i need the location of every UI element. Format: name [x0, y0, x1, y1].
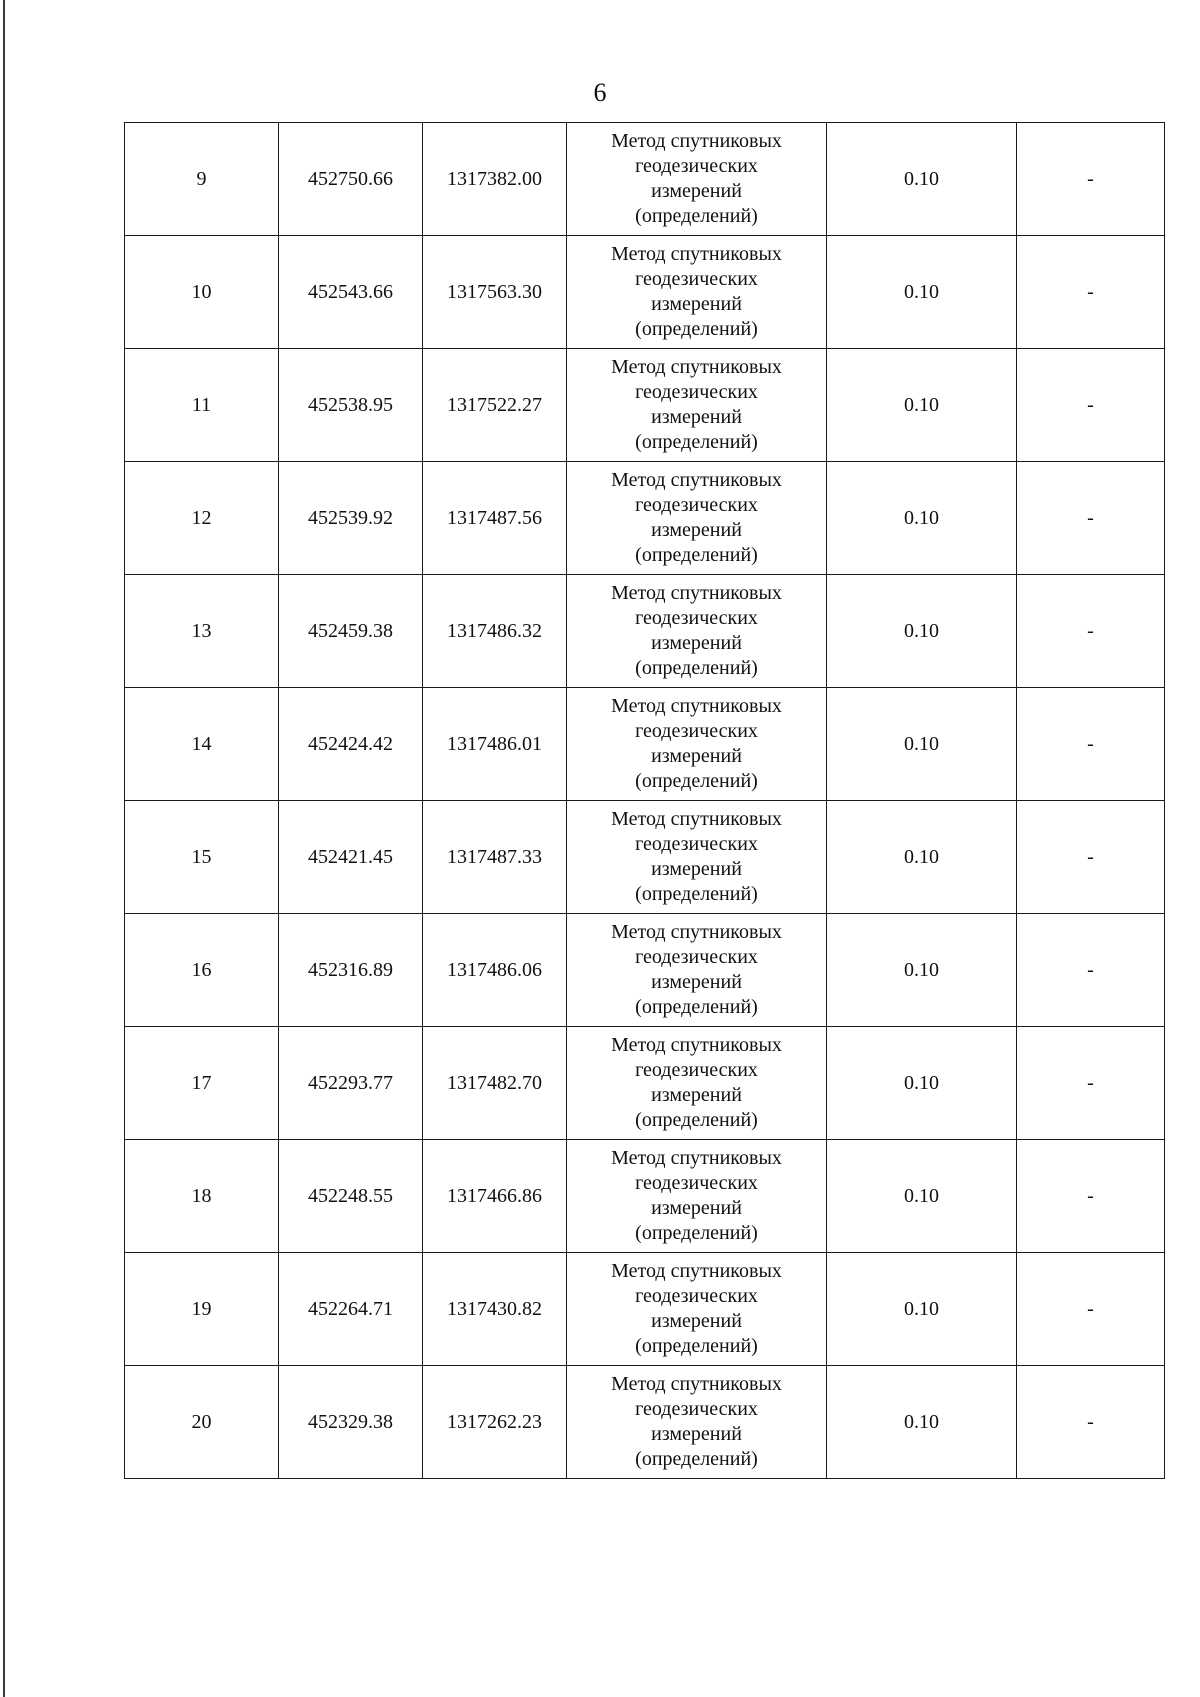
accuracy-cell: 0.10: [827, 462, 1017, 575]
method-text-line: измерений: [651, 406, 742, 428]
x-coordinate-cell: 452424.42: [279, 688, 423, 801]
x-coordinate-cell: 452316.89: [279, 914, 423, 1027]
table-row: [125, 462, 1165, 575]
method-text-line: Метод спутниковых: [611, 469, 782, 491]
y-coordinate-cell: 1317487.56: [423, 462, 567, 575]
page-edge-line: [3, 0, 5, 1697]
method-text-line: Метод спутниковых: [611, 1373, 782, 1395]
method-cell: [567, 801, 827, 914]
y-coordinate-cell: 1317486.06: [423, 914, 567, 1027]
note-cell: -: [1017, 1140, 1165, 1253]
method-text-line: измерений: [651, 1310, 742, 1332]
method-text-line: (определений): [635, 544, 758, 566]
method-text-line: (определений): [635, 205, 758, 227]
accuracy-cell: 0.10: [827, 236, 1017, 349]
note-cell: -: [1017, 575, 1165, 688]
y-coordinate-cell: 1317382.00: [423, 123, 567, 236]
y-coordinate-cell: 1317486.32: [423, 575, 567, 688]
point-number-cell: 20: [125, 1366, 279, 1479]
accuracy-cell: 0.10: [827, 914, 1017, 1027]
x-coordinate-cell: 452329.38: [279, 1366, 423, 1479]
table-row: [125, 1027, 1165, 1140]
method-text-line: измерений: [651, 632, 742, 654]
method-cell: [567, 688, 827, 801]
table-row: [125, 1140, 1165, 1253]
note-cell: -: [1017, 462, 1165, 575]
accuracy-cell: 0.10: [827, 1140, 1017, 1253]
accuracy-cell: 0.10: [827, 1366, 1017, 1479]
x-coordinate-cell: 452538.95: [279, 349, 423, 462]
method-text-line: измерений: [651, 293, 742, 315]
method-cell: [567, 1027, 827, 1140]
method-text-line: геодезических: [635, 1285, 758, 1307]
method-text-line: геодезических: [635, 607, 758, 629]
note-cell: -: [1017, 1253, 1165, 1366]
method-text-line: (определений): [635, 770, 758, 792]
note-cell: -: [1017, 914, 1165, 1027]
note-cell: -: [1017, 236, 1165, 349]
table-row: [125, 575, 1165, 688]
x-coordinate-cell: 452750.66: [279, 123, 423, 236]
accuracy-cell: 0.10: [827, 1027, 1017, 1140]
note-cell: -: [1017, 1366, 1165, 1479]
x-coordinate-cell: 452421.45: [279, 801, 423, 914]
method-text-line: (определений): [635, 883, 758, 905]
y-coordinate-cell: 1317486.01: [423, 688, 567, 801]
x-coordinate-cell: 452543.66: [279, 236, 423, 349]
note-cell: -: [1017, 123, 1165, 236]
method-text-line: (определений): [635, 431, 758, 453]
table-row: [125, 801, 1165, 914]
method-cell: [567, 1253, 827, 1366]
method-text-line: (определений): [635, 1448, 758, 1470]
page-number: 6: [593, 78, 607, 107]
note-cell: -: [1017, 688, 1165, 801]
method-text-line: Метод спутниковых: [611, 582, 782, 604]
method-text-line: Метод спутниковых: [611, 1260, 782, 1282]
note-cell: -: [1017, 1027, 1165, 1140]
method-text-line: измерений: [651, 180, 742, 202]
y-coordinate-cell: 1317563.30: [423, 236, 567, 349]
table-row: [125, 1366, 1165, 1479]
method-text-line: (определений): [635, 1335, 758, 1357]
method-text-line: геодезических: [635, 494, 758, 516]
accuracy-cell: 0.10: [827, 688, 1017, 801]
method-text-line: геодезических: [635, 720, 758, 742]
method-text-line: измерений: [651, 1084, 742, 1106]
note-cell: -: [1017, 801, 1165, 914]
accuracy-cell: 0.10: [827, 801, 1017, 914]
point-number-cell: 17: [125, 1027, 279, 1140]
accuracy-cell: 0.10: [827, 123, 1017, 236]
point-number-cell: 15: [125, 801, 279, 914]
point-number-cell: 13: [125, 575, 279, 688]
point-number-cell: 18: [125, 1140, 279, 1253]
point-number-cell: 9: [125, 123, 279, 236]
method-cell: [567, 462, 827, 575]
method-text-line: измерений: [651, 519, 742, 541]
point-number-cell: 16: [125, 914, 279, 1027]
method-text-line: Метод спутниковых: [611, 695, 782, 717]
point-number-cell: 10: [125, 236, 279, 349]
method-cell: [567, 236, 827, 349]
y-coordinate-cell: 1317430.82: [423, 1253, 567, 1366]
method-text-line: измерений: [651, 971, 742, 993]
x-coordinate-cell: 452264.71: [279, 1253, 423, 1366]
accuracy-cell: 0.10: [827, 349, 1017, 462]
coordinates-table: [124, 122, 1165, 1479]
point-number-cell: 19: [125, 1253, 279, 1366]
method-cell: [567, 1366, 827, 1479]
y-coordinate-cell: 1317487.33: [423, 801, 567, 914]
coordinates-table-body: [125, 123, 1165, 1479]
method-text-line: Метод спутниковых: [611, 808, 782, 830]
method-text-line: Метод спутниковых: [611, 1034, 782, 1056]
method-cell: [567, 1140, 827, 1253]
method-text-line: (определений): [635, 318, 758, 340]
x-coordinate-cell: 452293.77: [279, 1027, 423, 1140]
point-number-cell: 11: [125, 349, 279, 462]
x-coordinate-cell: 452459.38: [279, 575, 423, 688]
table-row: [125, 688, 1165, 801]
table-row: [125, 236, 1165, 349]
table-row: [125, 1253, 1165, 1366]
method-text-line: Метод спутниковых: [611, 921, 782, 943]
method-text-line: (определений): [635, 1109, 758, 1131]
method-text-line: измерений: [651, 1423, 742, 1445]
method-text-line: геодезических: [635, 381, 758, 403]
method-cell: [567, 349, 827, 462]
method-text-line: геодезических: [635, 1398, 758, 1420]
method-text-line: геодезических: [635, 155, 758, 177]
x-coordinate-cell: 452539.92: [279, 462, 423, 575]
accuracy-cell: 0.10: [827, 1253, 1017, 1366]
method-cell: [567, 914, 827, 1027]
accuracy-cell: 0.10: [827, 575, 1017, 688]
method-text-line: геодезических: [635, 1059, 758, 1081]
method-text-line: (определений): [635, 996, 758, 1018]
y-coordinate-cell: 1317482.70: [423, 1027, 567, 1140]
point-number-cell: 12: [125, 462, 279, 575]
table-row: [125, 123, 1165, 236]
method-text-line: Метод спутниковых: [611, 243, 782, 265]
method-cell: [567, 123, 827, 236]
x-coordinate-cell: 452248.55: [279, 1140, 423, 1253]
method-text-line: Метод спутниковых: [611, 1147, 782, 1169]
method-text-line: геодезических: [635, 833, 758, 855]
method-text-line: Метод спутниковых: [611, 130, 782, 152]
table-row: [125, 914, 1165, 1027]
method-text-line: (определений): [635, 657, 758, 679]
note-cell: -: [1017, 349, 1165, 462]
method-text-line: геодезических: [635, 946, 758, 968]
method-cell: [567, 575, 827, 688]
y-coordinate-cell: 1317522.27: [423, 349, 567, 462]
method-text-line: измерений: [651, 1197, 742, 1219]
method-text-line: измерений: [651, 745, 742, 767]
y-coordinate-cell: 1317466.86: [423, 1140, 567, 1253]
table-row: [125, 349, 1165, 462]
method-text-line: (определений): [635, 1222, 758, 1244]
y-coordinate-cell: 1317262.23: [423, 1366, 567, 1479]
method-text-line: геодезических: [635, 268, 758, 290]
method-text-line: Метод спутниковых: [611, 356, 782, 378]
method-text-line: измерений: [651, 858, 742, 880]
point-number-cell: 14: [125, 688, 279, 801]
method-text-line: геодезических: [635, 1172, 758, 1194]
